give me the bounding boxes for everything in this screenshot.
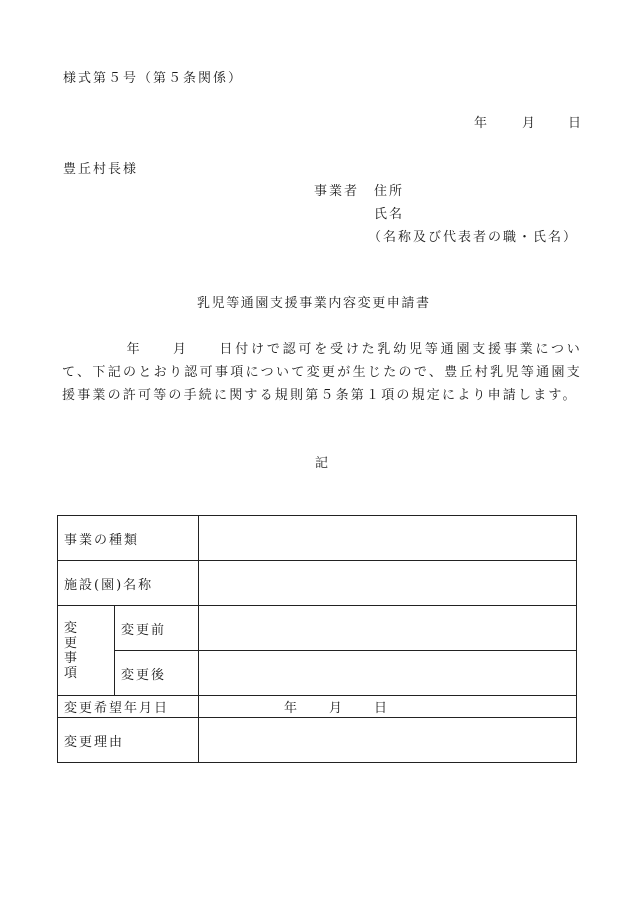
desired-date-day: 日 [374,701,390,716]
body-text: 日付けで認可を受けた乳幼児等通園支援事業について、下記のとおり認可事項について変更が生じたので、豊丘村乳児等通園支援事業の許可等の手続に関する規則第５条第１項の規定により申請します。 [62,342,582,403]
body-paragraph [62,338,582,407]
table-row-facility-name [58,561,577,606]
change-items-label: 変更事項 [58,606,115,696]
reason-value[interactable] [199,718,577,763]
date-month-label: 月 [522,116,538,131]
applicant-role-label: 事業者 [314,184,360,199]
ki-label: 記 [315,456,331,471]
table-row-reason [58,718,577,763]
body-year-label: 年 [126,342,143,357]
facility-name-label: 施設(園)名称 [58,561,199,606]
table-row-desired-date [58,696,577,718]
before-value[interactable] [199,606,577,651]
addressee: 豊丘村長様 [63,162,139,177]
desired-date-month: 月 [329,701,345,716]
application-table [57,515,577,763]
reason-label: 変更理由 [58,718,199,763]
desired-date-year: 年 [284,701,300,716]
table-row-change-before [58,606,577,651]
after-label: 変更後 [115,651,199,696]
business-type-value[interactable] [199,516,577,561]
applicant-address-label: 住所 [374,184,405,199]
business-type-label: 事業の種類 [58,516,199,561]
table-row-change-after [58,651,577,696]
applicant-name-label: 氏名 [374,207,405,222]
date-day-label: 日 [568,116,584,131]
date-year-label: 年 [474,116,490,131]
desired-date-value[interactable] [199,696,577,718]
facility-name-value[interactable] [199,561,577,606]
before-label: 変更前 [115,606,199,651]
desired-date-label: 変更希望年月日 [58,696,199,718]
document-title: 乳児等通園支援事業内容変更申請書 [197,296,431,311]
form-number: 様式第５号（第５条関係） [63,71,244,86]
body-month-label: 月 [172,342,189,357]
after-value[interactable] [199,651,577,696]
applicant-name-note: （名称及び代表者の職・氏名） [368,230,579,245]
table-row-business-type [58,516,577,561]
